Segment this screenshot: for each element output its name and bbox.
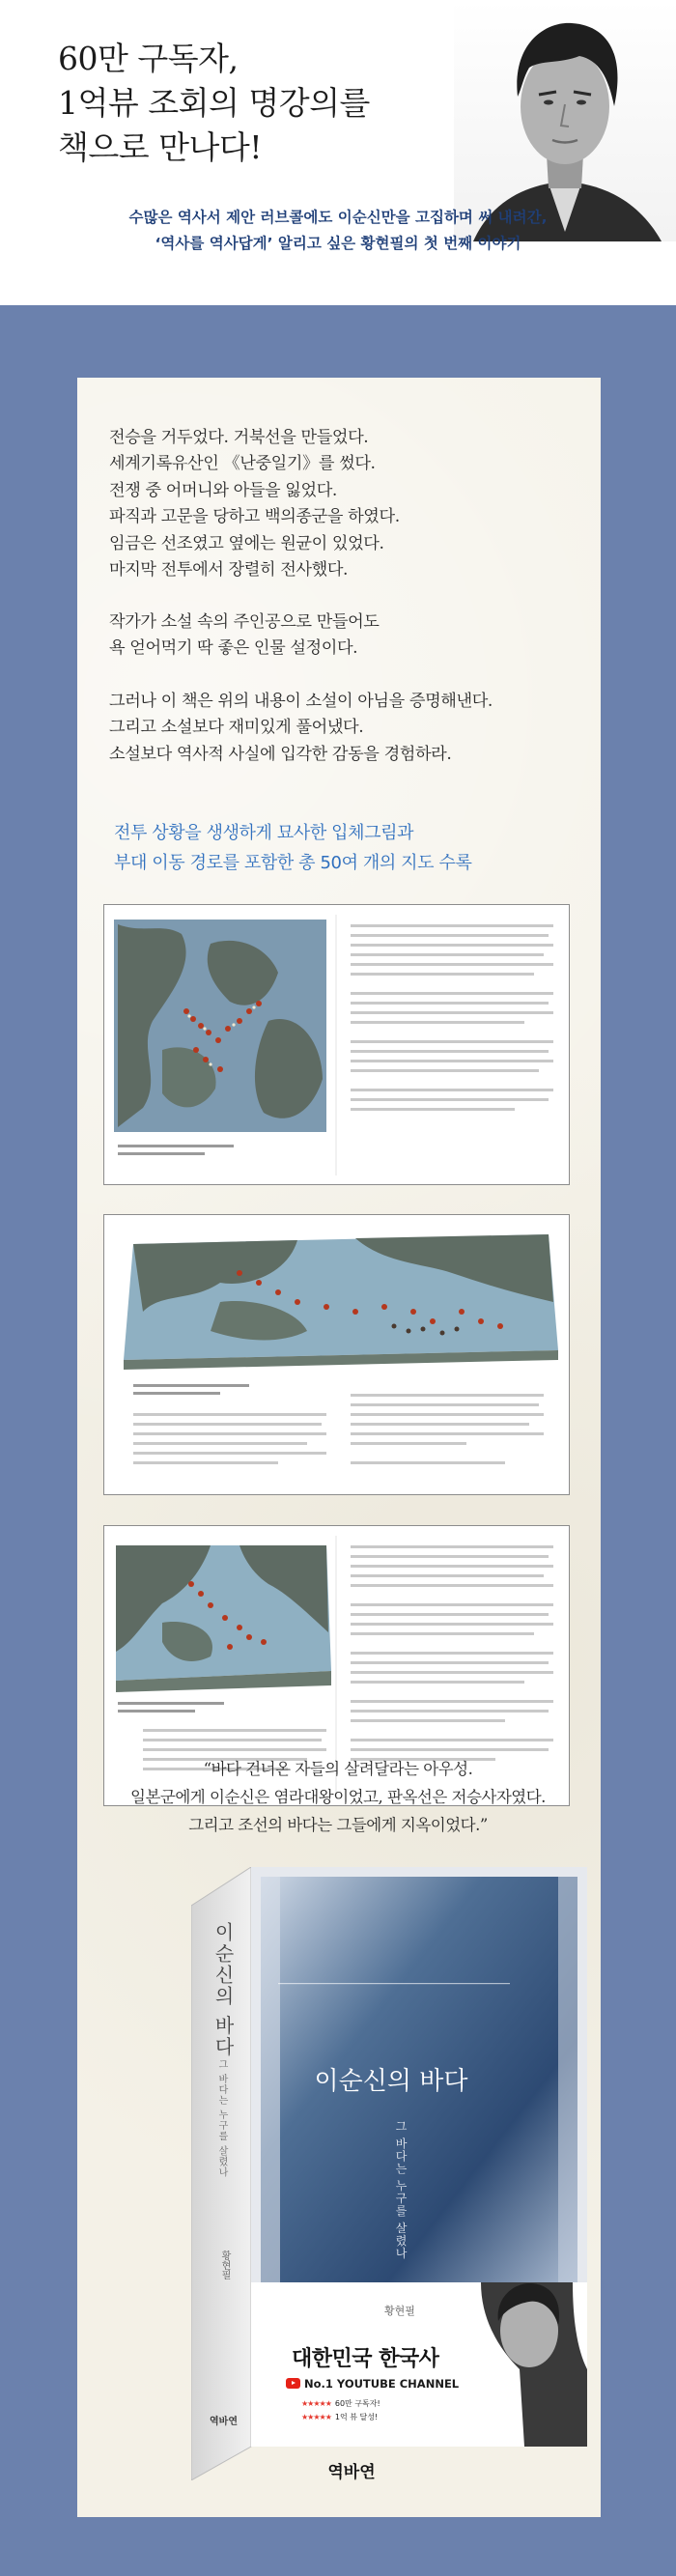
subtitle-line-1: 수많은 역사서 제안 러브콜에도 이순신만을 고집하며 써 내려간, <box>128 209 548 226</box>
book-quote <box>0 1755 676 1839</box>
headline <box>58 37 425 170</box>
intro-line: 마지막 전투에서 장렬히 전사했다. <box>109 560 349 580</box>
views-stat-label: 1억 뷰 달성! <box>334 2413 379 2421</box>
map-spread-2 <box>103 1214 570 1495</box>
intro-line: 그리고 소설보다 재미있게 풀어냈다. <box>109 718 364 738</box>
book-publisher-logo: 역바연 <box>327 2463 376 2482</box>
star-rating-icon: ★★★★★ <box>301 2413 331 2421</box>
intro-paragraph-2 <box>109 609 611 663</box>
highlight-line-1: 전투 상황을 생생하게 묘사한 입체그림과 <box>114 823 414 843</box>
intro-line: 욕 얻어먹기 딱 좋은 인물 설정이다. <box>109 638 358 659</box>
intro-line: 소설보다 역사적 사실에 입각한 감동을 경험하라. <box>109 744 452 764</box>
map-spread-1-image <box>104 905 569 1184</box>
headline-line-1: 60만 구독자, <box>58 40 239 77</box>
intro-line: 파직과 고문을 당하고 백의종군을 하였다. <box>109 507 400 527</box>
quote-line-2: 일본군에게 이순신은 염라대왕이었고, 판옥선은 저승사자였다. <box>130 1788 546 1806</box>
book-spine-subtitle: 그 바다는 누구를 살렸나 <box>216 2059 227 2178</box>
headline-line-3: 책으로 만나다! <box>58 128 263 166</box>
intro-line: 세계기록유산인 《난중일기》를 썼다. <box>109 454 376 474</box>
youtube-icon <box>286 2378 300 2389</box>
intro-paragraph-3 <box>109 689 611 768</box>
headline-line-2: 1억뷰 조회의 명강의를 <box>58 84 370 122</box>
intro-line: 작가가 소설 속의 주인공으로 만들어도 <box>109 612 380 632</box>
intro-line: 전승을 거두었다. 거북선을 만들었다. <box>109 428 369 447</box>
map-spread-1 <box>103 904 570 1185</box>
book-spine-title: 이순신의 바다 <box>211 1922 235 2058</box>
youtube-channel-label: No.1 YOUTUBE CHANNEL <box>304 2377 460 2391</box>
book-cover-title: 이순신의 바다 <box>314 2067 468 2096</box>
intro-line: 그러나 이 책은 위의 내용이 소설이 아님을 증명해낸다. <box>109 692 493 711</box>
map-highlight-text <box>114 818 568 878</box>
book-cover-subtitle: 그 바다는 누구를 살렸나 <box>394 2120 408 2260</box>
book-cover-author: 황현필 <box>384 2305 415 2317</box>
book-spine-author: 황현필 <box>219 2250 230 2279</box>
intro-line: 전쟁 중 어머니와 아들을 잃었다. <box>109 480 337 500</box>
book-spine-publisher: 역바연 <box>210 2417 238 2427</box>
star-rating-icon: ★★★★★ <box>301 2399 331 2408</box>
subtitle-line-2: ‘역사를 역사답게’ 알리고 싶은 황현필의 첫 번째 이야기 <box>155 235 521 252</box>
quote-line-1: “바다 건너온 자들의 살려달라는 아우성. <box>203 1760 473 1778</box>
map-spread-2-image <box>104 1215 569 1494</box>
subscriber-stat <box>301 2398 380 2409</box>
subscriber-stat-label: 60만 구독자! <box>334 2399 380 2408</box>
header-subtitle <box>0 205 676 257</box>
intro-paragraph-1 <box>109 425 611 583</box>
views-stat <box>301 2412 378 2422</box>
book-band-title: 대한민국 한국사 <box>292 2347 439 2371</box>
header-section <box>0 0 676 305</box>
intro-line: 임금은 선조였고 옆에는 원균이 있었다. <box>109 533 384 553</box>
youtube-channel-line <box>286 2377 459 2391</box>
quote-line-3: 그리고 조선의 바다는 그들에게 지옥이었다.” <box>188 1816 488 1834</box>
highlight-line-2: 부대 이동 경로를 포함한 총 50여 개의 지도 수록 <box>114 853 472 873</box>
